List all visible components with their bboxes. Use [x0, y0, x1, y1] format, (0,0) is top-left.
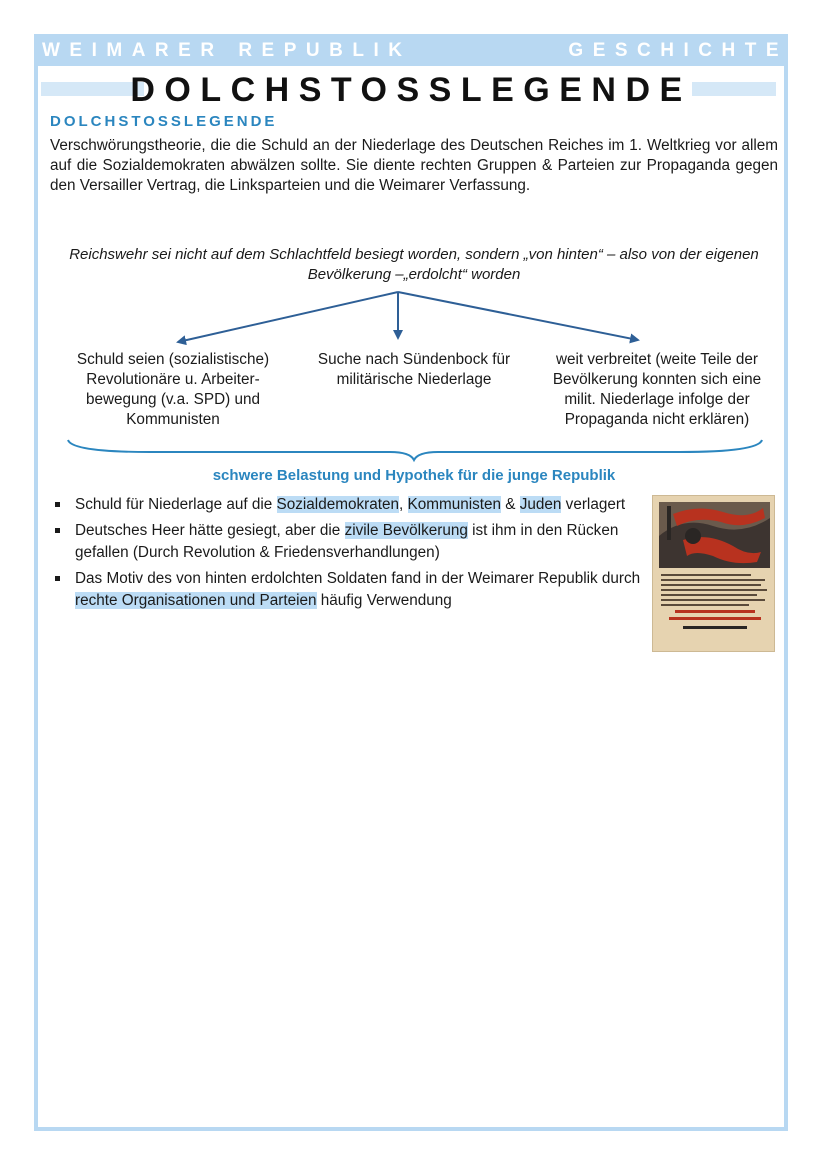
branch-blame-text: Schuld seien (sozialistische) Revolutionäre u. Arbeiter-bewegung (v.a. SPD) und Kommunisten	[76, 351, 270, 428]
bullet-square-icon	[55, 528, 60, 533]
bullet-text: häufig Verwendung	[316, 592, 452, 609]
header-subject-label: WEIMARER REPUBLIK	[42, 40, 412, 61]
highlighted-term: rechte Organisationen und Parteien	[75, 592, 317, 609]
highlighted-term: Sozialdemokraten	[276, 496, 399, 513]
highlighted-term: Kommunisten	[407, 496, 502, 513]
bullet-text: Deutsches Heer hätte gesiegt, aber die	[75, 522, 345, 539]
bullet-list	[55, 494, 645, 616]
bullet-text: Das Motiv des von hinten erdolchten Soldaten fand in der Weimarer Republik durch	[75, 570, 641, 587]
bullet-item	[55, 568, 645, 612]
section-heading: DOLCHSTOSSLEGENDE	[50, 113, 278, 130]
arrow-left	[178, 292, 398, 342]
bullet-square-icon	[55, 576, 60, 581]
bullet-text: ,	[399, 496, 408, 513]
page-title: DOLCHSTOSSLEGENDE	[130, 71, 692, 109]
diagram-claim: Reichswehr sei nicht auf dem Schlachtfeld besiegt worden, sondern „von hinten“ – also von der eigenen Bevölkerung –„erdolcht“ worden	[69, 246, 759, 283]
bullet-item	[55, 494, 645, 516]
branch-widespread-text: weit verbreitet (weite Teile der Bevölkerung konnten sich eine milit. Niederlage infolge der Propaganda nicht erklären)	[552, 351, 762, 428]
bullet-text: Schuld für Niederlage auf die	[75, 496, 277, 513]
bullet-square-icon	[55, 502, 60, 507]
highlighted-term: zivile Bevölkerung	[344, 522, 468, 539]
intro-paragraph: Verschwörungstheorie, die die Schuld an der Niederlage des Deutschen Reiches im 1. Weltkrieg vor allem auf die Sozialdemokraten abwälzen sollte. Sie diente rechten Gruppen & Parteien zur Propaganda gegen den Versailler Vertrag, die Linksparteien und die Weimarer Verfassung.	[50, 137, 778, 194]
consequence-heading: schwere Belastung und Hypothek für die junge Republik	[212, 467, 616, 484]
bullet-text: ist ihm in den Rücken gefallen (Durch Revolution & Friedensverhandlungen)	[75, 522, 619, 561]
arrow-right	[398, 292, 638, 340]
summary-brace	[68, 440, 762, 460]
bullet-text: &	[501, 496, 520, 513]
branch-scapegoat-text: Suche nach Sündenbock für militärische Niederlage	[317, 351, 511, 388]
poster-illustration	[653, 496, 775, 652]
propaganda-poster-image	[652, 495, 775, 652]
header-course-label: GESCHICHTE	[568, 40, 788, 61]
highlighted-term: Juden	[519, 496, 562, 513]
bullet-text: verlagert	[561, 496, 626, 513]
bullet-item	[55, 520, 645, 564]
